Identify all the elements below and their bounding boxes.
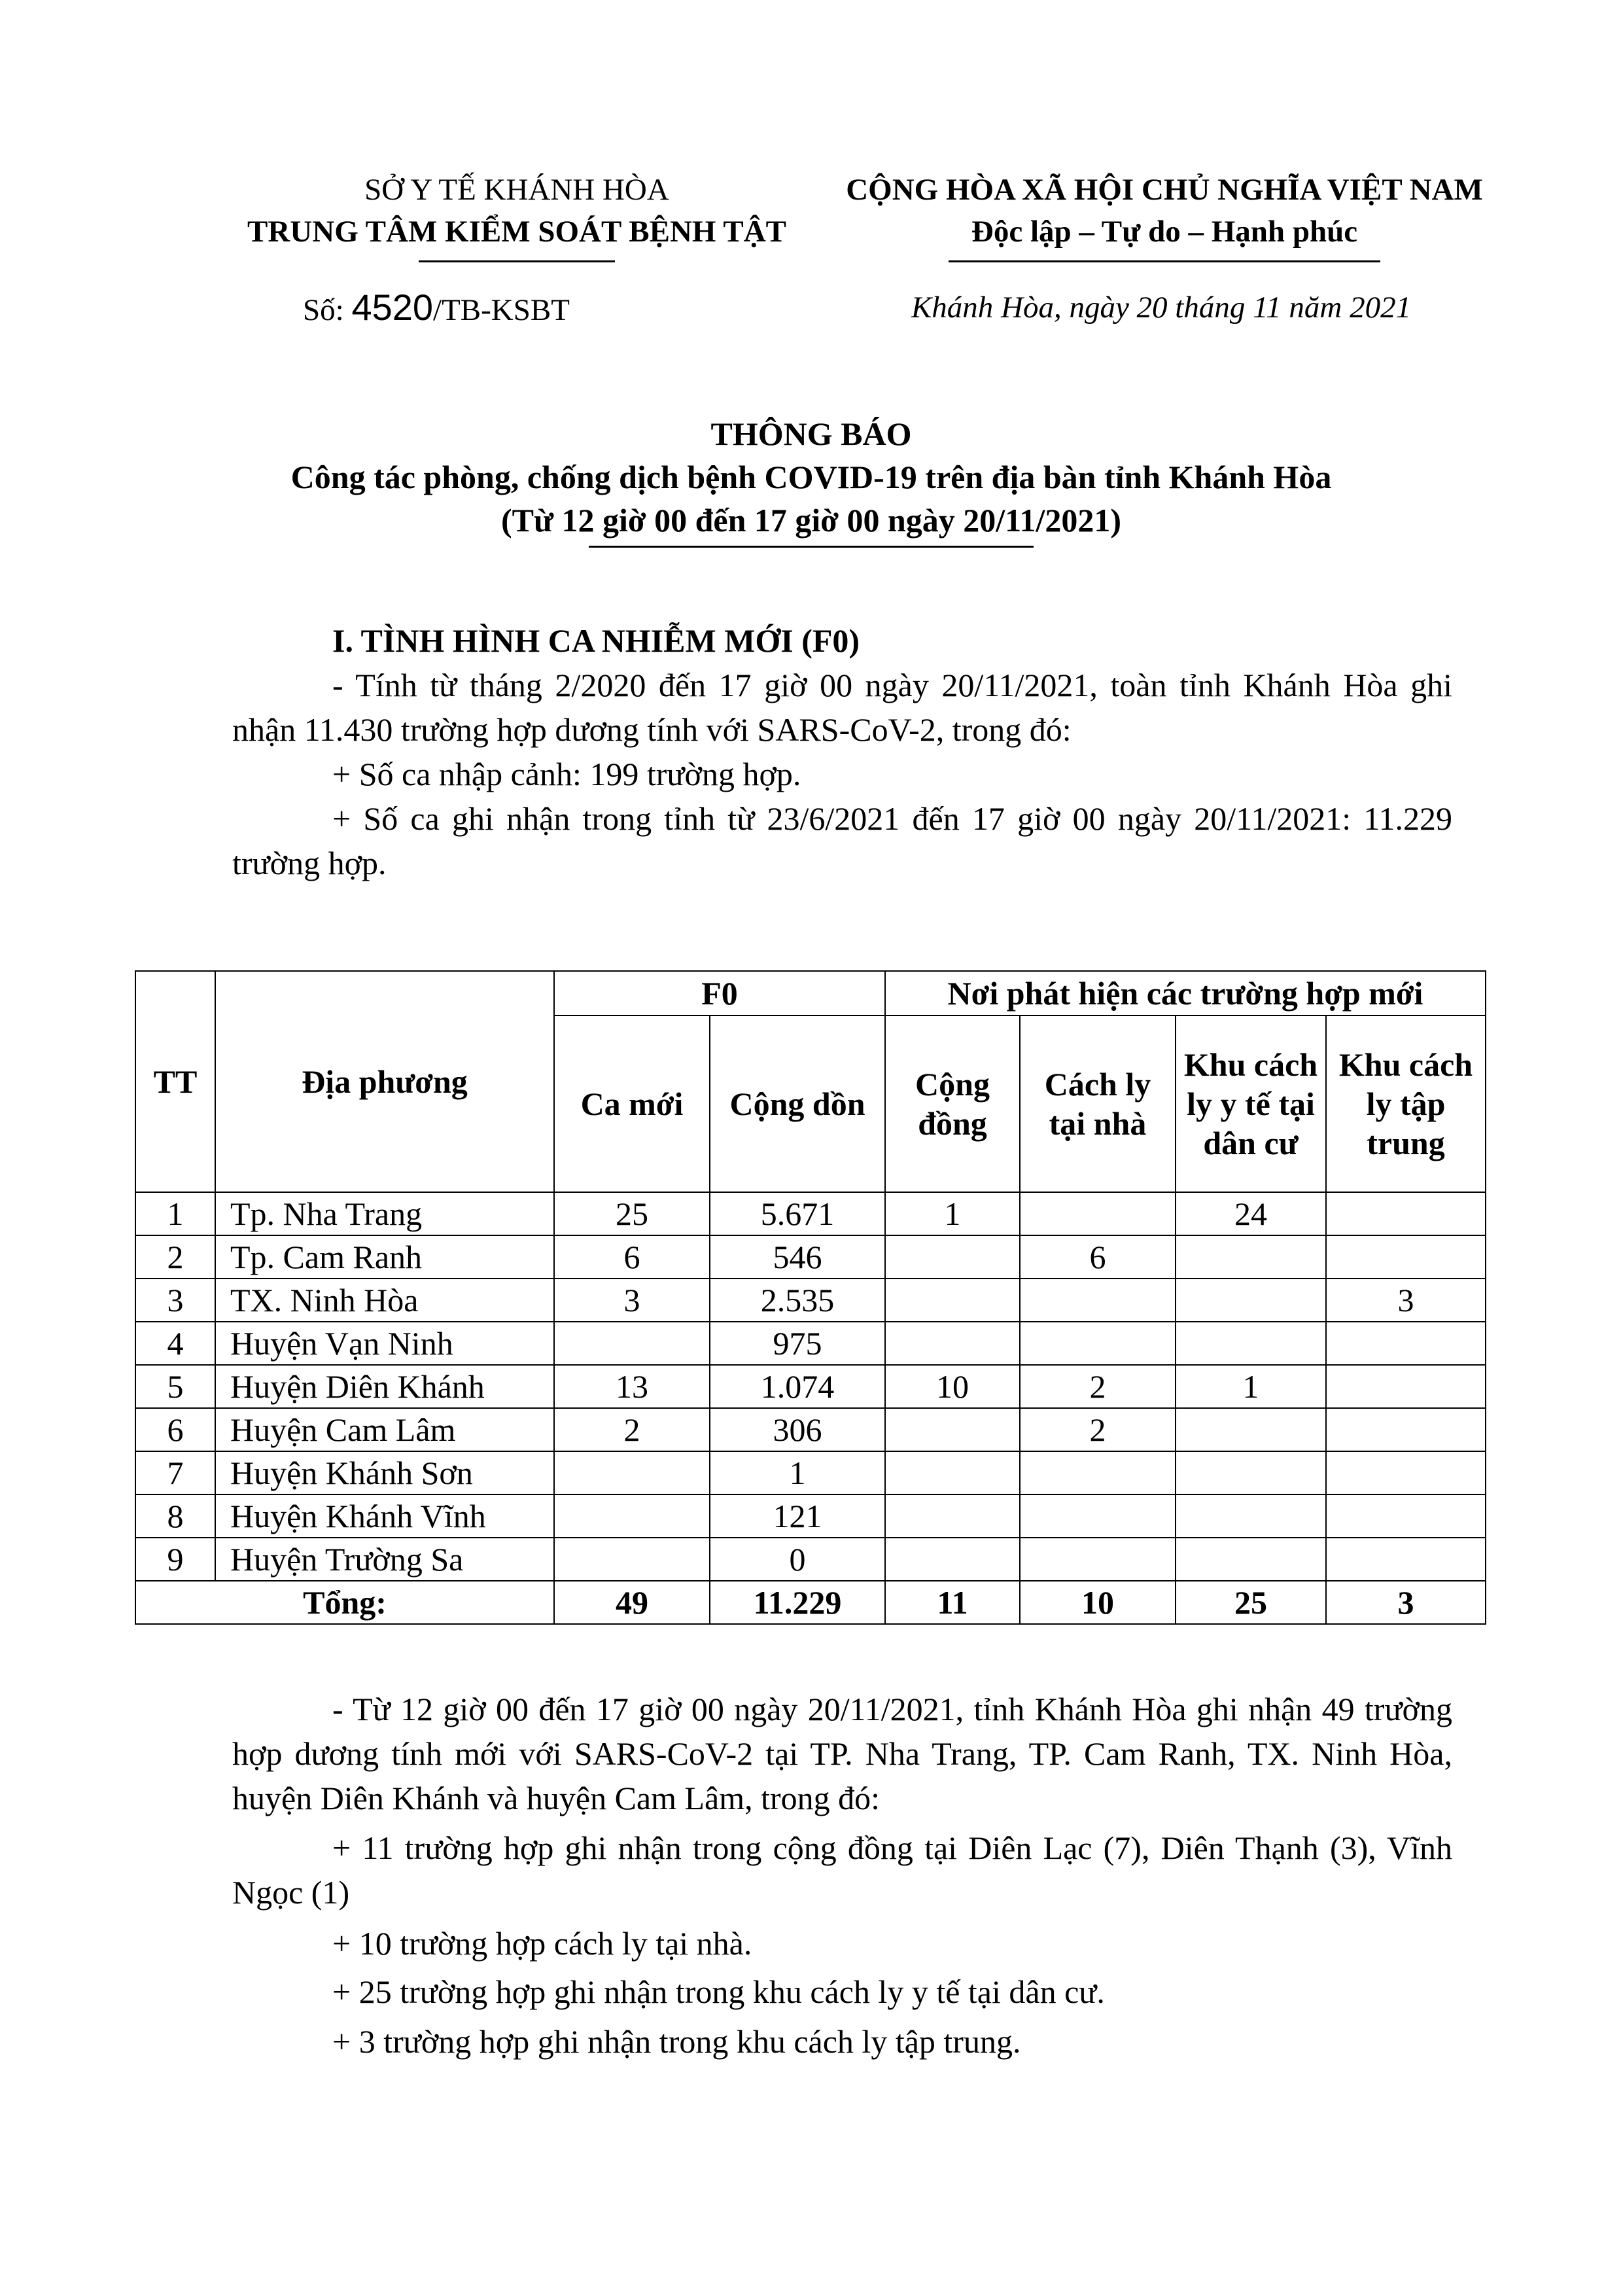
total-new: 49: [554, 1581, 710, 1624]
cell-residential: 24: [1176, 1192, 1326, 1235]
cell-concentrated: [1326, 1538, 1486, 1581]
document-number: [303, 287, 570, 331]
cell-concentrated: [1326, 1322, 1486, 1365]
cell-community: [885, 1494, 1020, 1538]
cell-new: 6: [554, 1235, 710, 1279]
cell-home: [1020, 1538, 1176, 1581]
cell-cumulative: 975: [710, 1322, 885, 1365]
doc-number-suffix: /TB-KSBT: [433, 293, 570, 327]
cell-locality: Huyện Khánh Sơn: [215, 1451, 554, 1494]
cell-concentrated: [1326, 1192, 1486, 1235]
cases-table: [135, 970, 1486, 1625]
cell-locality: Tp. Nha Trang: [215, 1192, 554, 1235]
country-name: CỘNG HÒA XÃ HỘI CHỦ NGHĨA VIỆT NAM: [846, 173, 1483, 207]
document-title: [157, 412, 1465, 548]
cell-residential: [1176, 1279, 1326, 1322]
cell-tt: 9: [135, 1538, 215, 1581]
title-underline: [589, 546, 1034, 548]
cell-concentrated: [1326, 1365, 1486, 1408]
cell-community: 1: [885, 1192, 1020, 1235]
cell-new: [554, 1494, 710, 1538]
cell-residential: [1176, 1451, 1326, 1494]
header-new-cases: Ca mới: [554, 1016, 710, 1192]
cell-tt: 2: [135, 1235, 215, 1279]
national-header: [805, 169, 1524, 262]
cell-community: [885, 1279, 1020, 1322]
cell-concentrated: [1326, 1451, 1486, 1494]
header-cumulative: Cộng dồn: [710, 1016, 885, 1192]
header-locality: Địa phương: [215, 971, 554, 1192]
total-row: [135, 1581, 1486, 1624]
header-detected-group: Nơi phát hiện các trường hợp mới: [885, 971, 1486, 1016]
cell-home: [1020, 1192, 1176, 1235]
cell-tt: 3: [135, 1279, 215, 1322]
total-cumulative: 11.229: [710, 1581, 885, 1624]
header-home-isolation: Cách ly tại nhà: [1020, 1016, 1176, 1192]
total-concentrated: 3: [1326, 1581, 1486, 1624]
table-row: [135, 1279, 1486, 1322]
issuing-organization: [222, 169, 811, 262]
header-tt: TT: [135, 971, 215, 1192]
cell-concentrated: [1326, 1235, 1486, 1279]
home-isolation-item: + 10 trường hợp cách ly tại nhà.: [332, 1925, 752, 1962]
cell-residential: [1176, 1494, 1326, 1538]
concentrated-isolation-item: + 3 trường hợp ghi nhận trong khu cách ly tập trung.: [332, 2023, 1021, 2060]
cell-new: [554, 1451, 710, 1494]
cell-residential: [1176, 1408, 1326, 1451]
domestic-cases-item: + Số ca ghi nhận trong tỉnh từ 23/6/2021 đến 17 giờ 00 ngày 20/11/2021: 11.229 trường hợp.: [232, 800, 1452, 881]
cell-locality: Huyện Diên Khánh: [215, 1365, 554, 1408]
table-row: [135, 1451, 1486, 1494]
cell-locality: Tp. Cam Ranh: [215, 1235, 554, 1279]
table-row: [135, 1494, 1486, 1538]
cell-tt: 4: [135, 1322, 215, 1365]
cell-tt: 5: [135, 1365, 215, 1408]
motto-underline: [949, 260, 1380, 262]
header-residential-isolation: Khu cách ly y tế tại dân cư: [1176, 1016, 1326, 1192]
cell-home: [1020, 1494, 1176, 1538]
cell-residential: [1176, 1235, 1326, 1279]
cell-cumulative: 5.671: [710, 1192, 885, 1235]
cell-community: [885, 1322, 1020, 1365]
title-line-3: (Từ 12 giờ 00 đến 17 giờ 00 ngày 20/11/2021): [501, 502, 1121, 539]
org-underline: [419, 260, 615, 262]
cell-new: [554, 1538, 710, 1581]
residential-isolation-item: + 25 trường hợp ghi nhận trong khu cách ly y tế tại dân cư.: [332, 1973, 1105, 2010]
table-row: [135, 1235, 1486, 1279]
cell-tt: 8: [135, 1494, 215, 1538]
cell-residential: [1176, 1322, 1326, 1365]
cell-new: 13: [554, 1365, 710, 1408]
cell-cumulative: 2.535: [710, 1279, 885, 1322]
cell-locality: TX. Ninh Hòa: [215, 1279, 554, 1322]
total-home: 10: [1020, 1581, 1176, 1624]
org-name: TRUNG TÂM KIỂM SOÁT BỆNH TẬT: [247, 215, 786, 249]
cell-home: 6: [1020, 1235, 1176, 1279]
imported-cases-item: + Số ca nhập cảnh: 199 trường hợp.: [332, 756, 801, 792]
doc-number-prefix: Số:: [303, 293, 352, 327]
new-cases-paragraph: - Từ 12 giờ 00 đến 17 giờ 00 ngày 20/11/2021, tỉnh Khánh Hòa ghi nhận 49 trường hợp dương tính mới với SARS-CoV-2 tại TP. Nha Trang, TP. Cam Ranh, TX. Ninh Hòa, huyện Diên Khánh và huyện Cam Lâm, trong đó:: [232, 1691, 1452, 1816]
title-line-1: THÔNG BÁO: [710, 415, 912, 452]
section-heading: I. TÌNH HÌNH CA NHIỄM MỚI (F0): [332, 622, 860, 659]
header-f0-group: F0: [554, 971, 885, 1016]
cell-new: 2: [554, 1408, 710, 1451]
cell-concentrated: [1326, 1494, 1486, 1538]
total-residential: 25: [1176, 1581, 1326, 1624]
table-row: [135, 1408, 1486, 1451]
cell-cumulative: 0: [710, 1538, 885, 1581]
cell-tt: 1: [135, 1192, 215, 1235]
summary-paragraph: - Tính từ tháng 2/2020 đến 17 giờ 00 ngày 20/11/2021, toàn tỉnh Khánh Hòa ghi nhận 11.430 trường hợp dương tính với SARS-CoV-2, trong đó:: [232, 667, 1452, 748]
cell-cumulative: 1.074: [710, 1365, 885, 1408]
cell-cumulative: 306: [710, 1408, 885, 1451]
cell-cumulative: 1: [710, 1451, 885, 1494]
cell-tt: 6: [135, 1408, 215, 1451]
cell-community: [885, 1235, 1020, 1279]
cell-residential: [1176, 1538, 1326, 1581]
cell-concentrated: [1326, 1408, 1486, 1451]
cell-locality: Huyện Trường Sa: [215, 1538, 554, 1581]
table-row: [135, 1322, 1486, 1365]
header-concentrated-isolation: Khu cách ly tập trung: [1326, 1016, 1486, 1192]
table-row: [135, 1538, 1486, 1581]
table-row: [135, 1192, 1486, 1235]
cell-new: 25: [554, 1192, 710, 1235]
national-motto: Độc lập – Tự do – Hạnh phúc: [971, 215, 1358, 249]
cell-community: [885, 1408, 1020, 1451]
total-community: 11: [885, 1581, 1020, 1624]
issue-date: Khánh Hòa, ngày 20 tháng 11 năm 2021: [911, 291, 1412, 325]
cell-new: 3: [554, 1279, 710, 1322]
cell-concentrated: 3: [1326, 1279, 1486, 1322]
total-label: Tổng:: [135, 1581, 554, 1624]
cell-community: [885, 1538, 1020, 1581]
cell-locality: Huyện Vạn Ninh: [215, 1322, 554, 1365]
header-community: Cộng đồng: [885, 1016, 1020, 1192]
cell-cumulative: 121: [710, 1494, 885, 1538]
cell-tt: 7: [135, 1451, 215, 1494]
doc-number-value: 4520: [351, 287, 434, 328]
cell-home: [1020, 1279, 1176, 1322]
cell-new: [554, 1322, 710, 1365]
cell-home: 2: [1020, 1365, 1176, 1408]
cell-locality: Huyện Cam Lâm: [215, 1408, 554, 1451]
cell-residential: 1: [1176, 1365, 1326, 1408]
cell-community: [885, 1451, 1020, 1494]
cell-cumulative: 546: [710, 1235, 885, 1279]
table-row: [135, 1365, 1486, 1408]
title-line-2: Công tác phòng, chống dịch bệnh COVID-19 trên địa bàn tỉnh Khánh Hòa: [290, 459, 1332, 495]
cell-home: [1020, 1451, 1176, 1494]
org-parent: SỞ Y TẾ KHÁNH HÒA: [364, 173, 669, 207]
cell-home: [1020, 1322, 1176, 1365]
cell-community: 10: [885, 1365, 1020, 1408]
cell-home: 2: [1020, 1408, 1176, 1451]
cell-locality: Huyện Khánh Vĩnh: [215, 1494, 554, 1538]
community-cases-item: + 11 trường hợp ghi nhận trong cộng đồng tại Diên Lạc (7), Diên Thạnh (3), Vĩnh Ngọc (1): [232, 1829, 1452, 1911]
